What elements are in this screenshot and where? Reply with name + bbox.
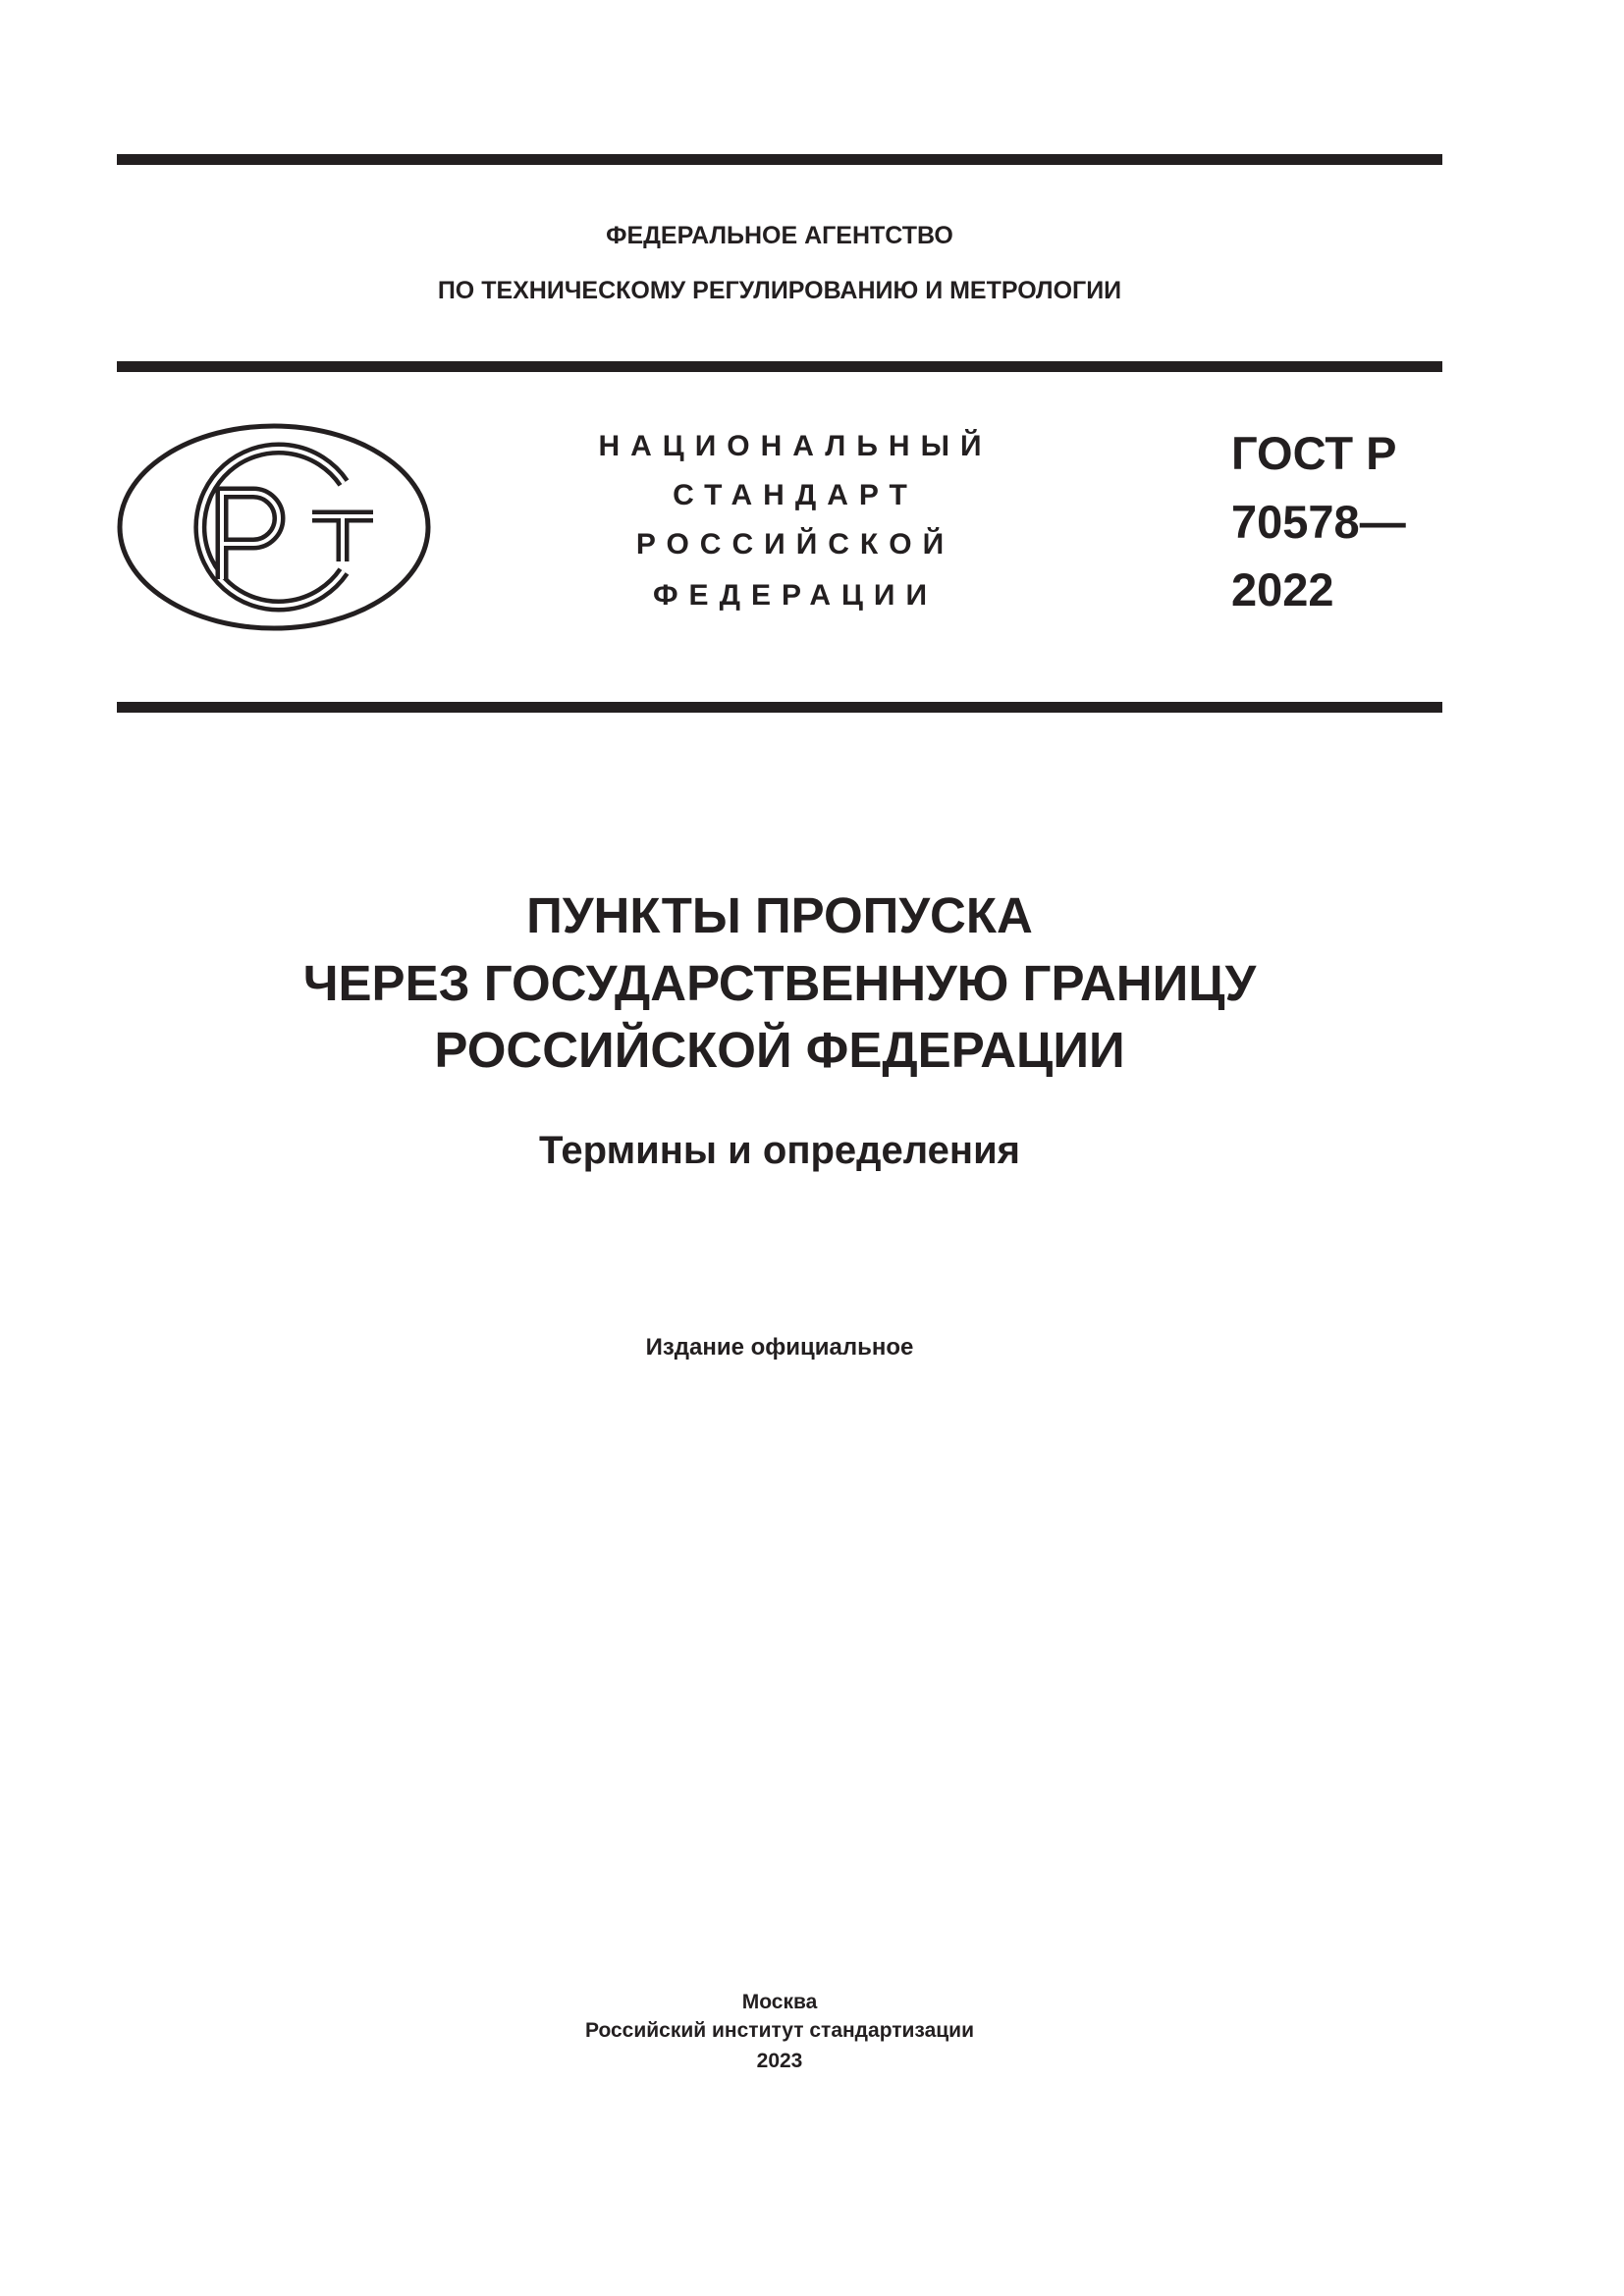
- rst-conformity-mark-icon: [116, 422, 432, 632]
- standard-code-line-1: ГОСТ Р: [1231, 427, 1397, 479]
- national-standard-line-3: РОССИЙСКОЙ: [635, 528, 955, 561]
- national-standard-line-1: НАЦИОНАЛЬНЫЙ: [598, 430, 993, 462]
- standard-code-line-2: 70578—: [1231, 496, 1406, 548]
- publication-city: Москва: [741, 1991, 818, 2013]
- standard-divider: [117, 702, 1442, 713]
- document-title-line-3: РОССИЙСКОЙ ФЕДЕРАЦИИ: [434, 1022, 1125, 1078]
- national-standard-line-2: СТАНДАРТ: [673, 479, 918, 511]
- publisher-name: Российский институт стандартизации: [584, 2019, 975, 2042]
- standard-code-line-3: 2022: [1231, 563, 1334, 615]
- top-divider: [117, 154, 1442, 165]
- agency-name-line-1: ФЕДЕРАЛЬНОЕ АГЕНТСТВО: [606, 222, 953, 249]
- publication-year: 2023: [756, 2050, 803, 2072]
- document-title-line-1: ПУНКТЫ ПРОПУСКА: [526, 887, 1033, 943]
- header-divider: [117, 361, 1442, 372]
- national-standard-line-4: ФЕДЕРАЦИИ: [652, 579, 939, 612]
- agency-name-line-2: ПО ТЕХНИЧЕСКОМУ РЕГУЛИРОВАНИЮ И МЕТРОЛОГИИ: [437, 277, 1122, 304]
- document-title-line-2: ЧЕРЕЗ ГОСУДАРСТВЕННУЮ ГРАНИЦУ: [302, 955, 1257, 1011]
- edition-note: Издание официальное: [645, 1334, 914, 1361]
- document-subtitle: Термины и определения: [538, 1129, 1021, 1172]
